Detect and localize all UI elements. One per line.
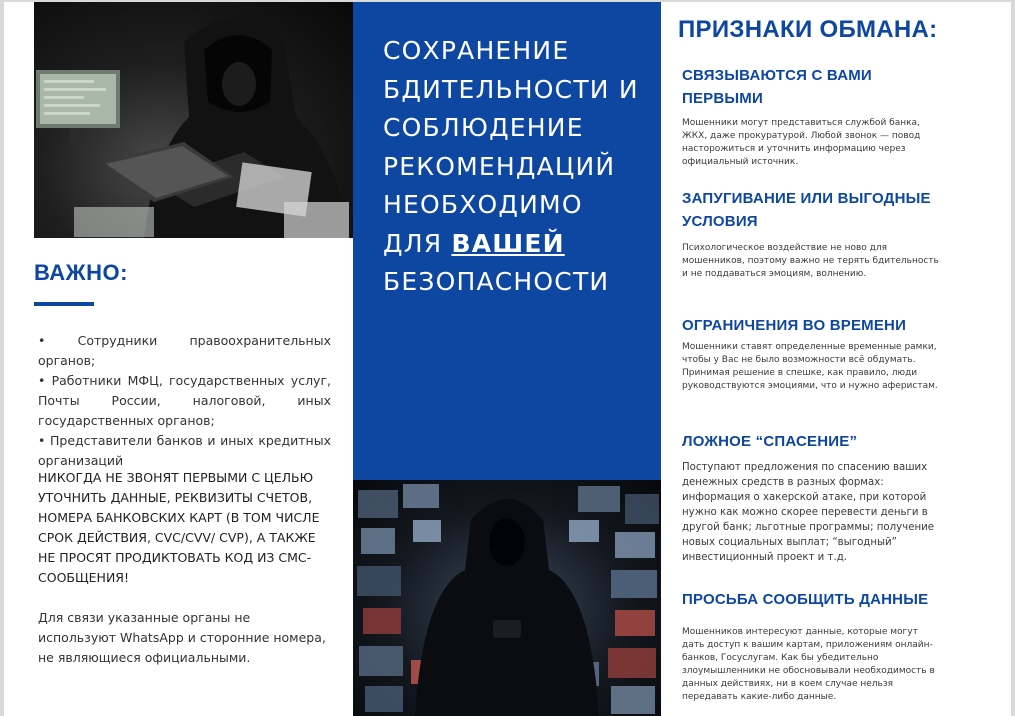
leaflet-page [4, 2, 1011, 716]
headline [383, 32, 643, 302]
organizations-list [38, 331, 331, 471]
sign-text: Мошенников интересуют данные, которые могут дать доступ к вашим картам, приложениям онлайн-банков, Госуслугам. Как бы убедительно злоумышленники не обосновывали необходимость в данных действиях, ни в коем случае нельзя передавать какие-либо данные. [682, 627, 935, 702]
headline-panel [353, 2, 661, 480]
sign-heading: ЗАПУГИВАНИЕ ИЛИ ВЫГОДНЫЕ УСЛОВИЯ [682, 190, 931, 230]
fraud-signs-title: ПРИЗНАКИ ОБМАНА: [678, 16, 938, 43]
left-column [34, 2, 354, 716]
headline-text: СОХРАНЕНИЕ БДИТЕЛЬНОСТИ И СОБЛЮДЕНИЕ РЕКОМЕНДАЦИЙ НЕОБХОДИМО ДЛЯ [383, 36, 639, 258]
never-call-warning: НИКОГДА НЕ ЗВОНЯТ ПЕРВЫМИ С ЦЕЛЬЮ УТОЧНИТЬ ДАННЫЕ, РЕКВИЗИТЫ СЧЕТОВ, НОМЕРА БАНКОВСКИХ КАРТ (В ТОМ ЧИСЛЕ СРОК ДЕЙСТВИЯ, CVC/CVV/ CVP), А ТАКЖЕ НЕ ПРОСЯТ ПРОДИКТОВАТЬ КОД ИЗ СМС-СООБЩЕНИЯ! [38, 470, 320, 585]
list-item: • Сотрудники правоохранительных органов; [38, 333, 331, 368]
sign-text: Психологическое воздействие не ново для мошенников, поэтому важно не терять бдительность и не поддаваться эмоциям, волнению. [682, 243, 939, 279]
list-item: • Работники МФЦ, государственных услуг, Почты России, налоговой, иных государственных органов; [38, 373, 331, 428]
headline-emphasis: ВАШЕЙ [451, 228, 565, 258]
hooded-figure-screens-photo [353, 480, 661, 716]
sign-text: Поступают предложения по спасению ваших денежных средств в разных формах: информация о хакерской атаке, при которой нужно как можно скорее перевести деньги в другой банк; льготные программы; получение новых социальных выплат; “выгодный” инвестиционный проект и т.д. [682, 462, 935, 563]
sign-heading: ОГРАНИЧЕНИЯ ВО ВРЕМЕНИ [682, 317, 907, 334]
sign-heading: ЛОЖНОЕ “СПАСЕНИЕ” [682, 433, 858, 450]
title-underline [34, 302, 94, 306]
headline-text-end: БЕЗОПАСНОСТИ [383, 267, 610, 296]
sign-text: Мошенники могут представиться службой банка, ЖКХ, даже прокуратурой. Любой звонок — повод насторожиться и уточнить информацию через официальный источник. [682, 118, 921, 167]
sign-heading: ПРОСЬБА СООБЩИТЬ ДАННЫЕ [682, 591, 929, 608]
right-column [680, 2, 960, 716]
list-item: • Представители банков и иных кредитных организаций [38, 433, 331, 468]
sign-heading: СВЯЗЫВАЮТСЯ С ВАМИ ПЕРВЫМИ [682, 67, 872, 107]
hacker-at-laptop-photo [34, 2, 354, 238]
middle-column [353, 2, 661, 716]
contact-note: Для связи указанные органы не используют WhatsApp и сторонние номера, не являющиеся официальными. [38, 610, 326, 665]
important-title: ВАЖНО: [34, 260, 128, 285]
sign-text: Мошенники ставят определенные временные рамки, чтобы у Вас не было возможности всё обдумать. Принимая решение в спешке, как правило, люди руководствуются эмоциями, что и нужно аферистам. [682, 342, 938, 391]
